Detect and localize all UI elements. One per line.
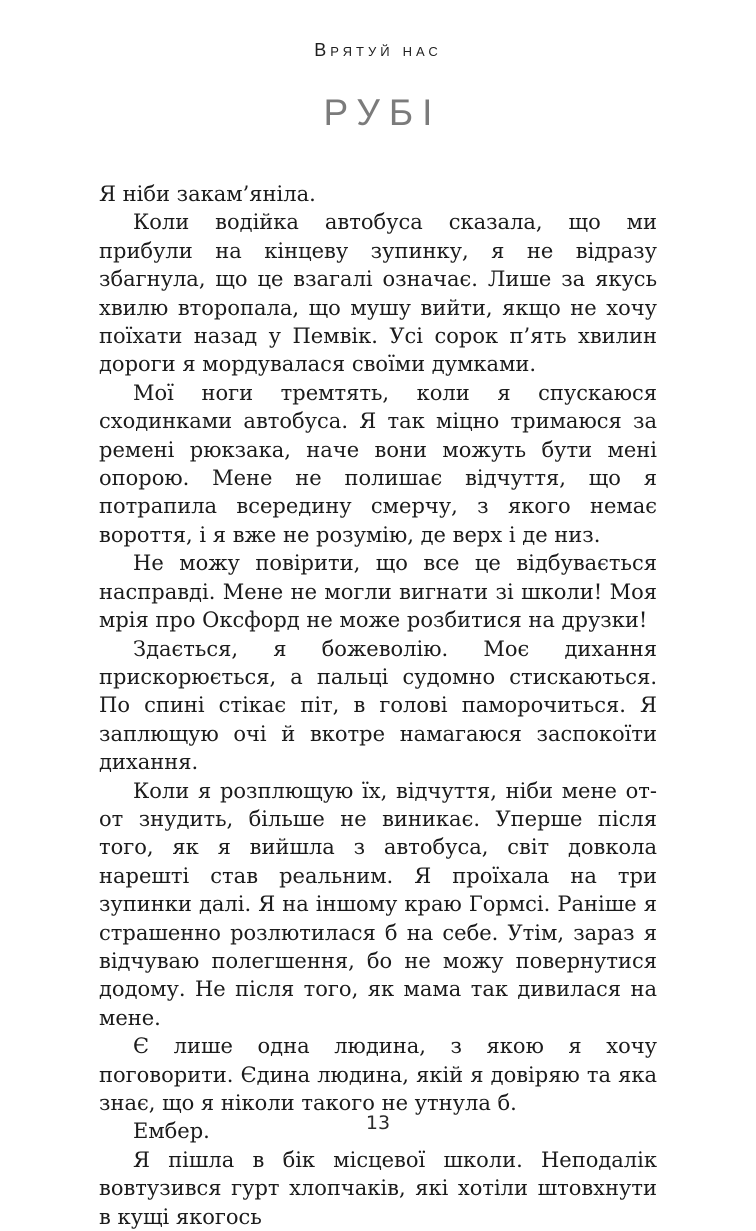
paragraph: Коли водійка автобуса сказала, що ми прибули на кінцеву зупинку, я не відразу збагнула, що це взагалі означає. Лише за якусь хвилю второпала, що мушу вийти, якщо не хочу поїхати назад у Пемвік. Усі сорок п’ять хвилин дороги я мордувалася своїми думками. (99, 210, 657, 377)
paragraph: Я пішла в бік місцевої школи. Неподалік вовтузився гурт хлопчаків, які хотіли штовхнути в кущі якогось (99, 1147, 657, 1229)
paragraph: Є лише одна людина, з якою я хочу поговорити. Єдина людина, якій я довіряю та яка знає, що я ніколи такого не утнула б. (99, 1034, 657, 1115)
paragraph: Здається, я божеволію. Моє дихання прискорюється, а пальці судомно стискаються. По спині стікає піт, в голові паморочиться. Я заплющую очі й вкотре намагаюся заспокоїти дихання. (99, 636, 657, 775)
body-text (99, 180, 657, 1231)
paragraph: Не можу повірити, що все це відбувається насправді. Мене не могли вигнати зі школи! Моя мрія про Оксфорд не може розбитися на друзки! (99, 551, 657, 633)
page-number: 13 (365, 1112, 391, 1134)
paragraph: Я ніби закам’яніла. (99, 182, 316, 206)
paragraph: Коли я розплющую їх, відчуття, ніби мене от-от знудить, більше не виникає. Уперше після того, як я вийшла з автобуса, світ довкола нарешті став реальним. Я проїхала на три зупинки далі. Я на іншому краю Гормсі. Раніше я страшенно розлютилася б на себе. Утім, зараз я відчуваю полегшення, бо не можу повернутися додому. Не після того, як мама так дивилася на мене. (99, 778, 657, 1030)
paragraph: Ембер. (133, 1119, 210, 1144)
running-header: Врятуй нас (314, 40, 442, 60)
paragraph: Мої ноги тремтять, коли я спускаюся сходинками автобуса. Я так міцно тримаюся за ремені рюкзака, наче вони можуть бути мені опорою. Мене не полишає відчуття, що я потрапила всередину смерчу, з якого немає вороття, і я вже не розумію, де верх і де низ. (99, 380, 657, 547)
chapter-title: РУБІ (323, 92, 442, 133)
